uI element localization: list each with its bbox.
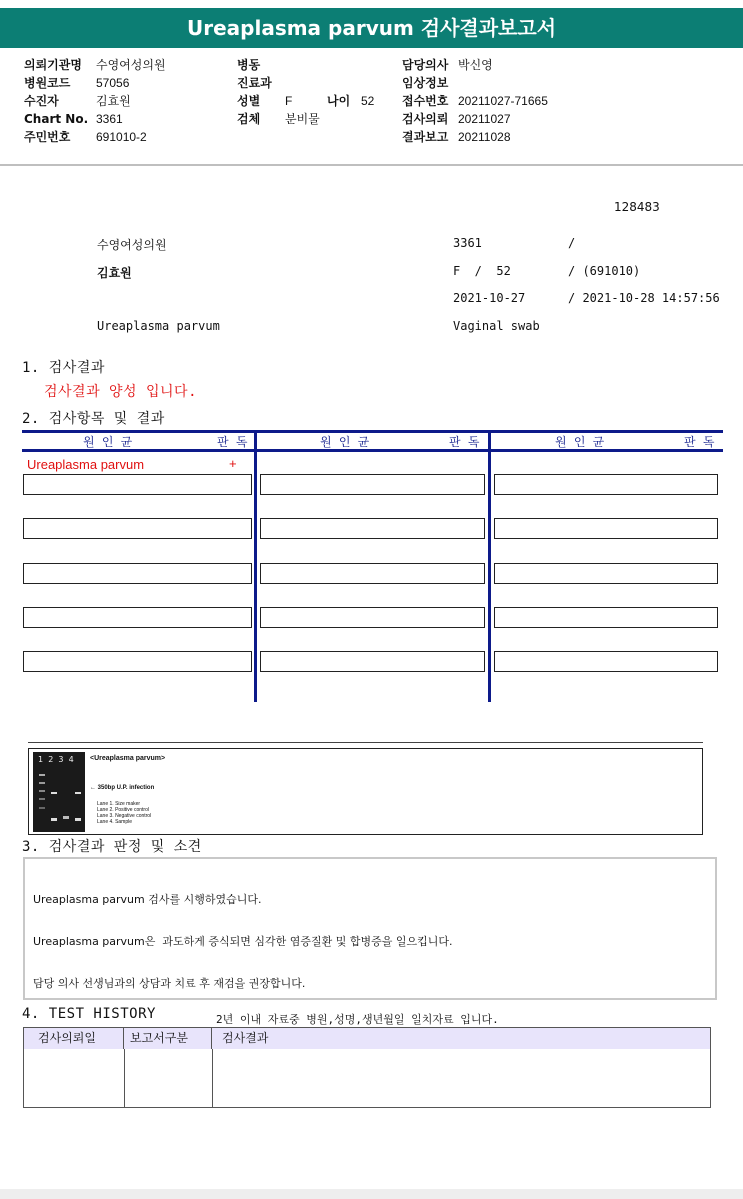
report-number: 128483 [614,200,660,214]
header-value: 수영여성의원 [96,58,166,72]
history-col-result: 검사결과 [212,1028,710,1049]
form-id-number: / (691010) [568,264,641,278]
gel-top-rule [28,742,703,743]
gel-image [33,752,85,832]
result-entry-box [260,474,485,495]
col-header-judgment: 판 독 [217,435,248,449]
form-chart-no: 3361 [453,236,482,250]
header-label: 수진자 [24,94,59,108]
history-table [23,1027,711,1108]
result-entry-box [494,518,718,539]
form-report-datetime: / 2021-10-28 14:57:56 [568,291,720,305]
gel-lane-labels: 1 2 3 4 [38,755,74,764]
gel-legend [97,801,151,825]
result-entry-box [260,607,485,628]
gel-band [75,818,81,821]
result-entry-box [260,651,485,672]
header-value: 691010-2 [96,130,147,144]
history-note: 2년 이내 자료중 병원,성명,생년월일 일치자료 입니다. [216,1013,499,1026]
opinion-text [33,865,453,1019]
header-col-1 [24,56,166,146]
gel-band [39,807,45,809]
result-entry-box [494,474,718,495]
form-patient-name: 김효원 [97,266,132,280]
header-label: 임상정보 [402,76,449,90]
section-4-title: 4. TEST HISTORY [22,1006,156,1022]
header-value: 20211028 [458,130,511,144]
col-header-pathogen: 원 인 균 [83,435,133,449]
form-request-date: 2021-10-27 [453,291,526,305]
gel-legend-item: Lane 3. Negative control [97,813,152,819]
col-header-judgment: 판 독 [449,435,480,449]
gel-band [39,782,45,784]
header-label: 검체 [237,112,261,126]
gel-legend-item: Lane 4. Sample [97,819,133,825]
col-header-pathogen: 원 인 균 [320,435,370,449]
gel-band [39,774,45,776]
header-value: 20211027 [458,112,511,126]
col-header-judgment: 판 독 [684,435,715,449]
result-entry-box [23,651,252,672]
page-footer-strip [0,1189,743,1199]
result-entry-box [23,563,252,584]
gel-band [51,792,57,794]
result-judgment: + [229,456,237,471]
header-col-2 [237,56,375,128]
gel-legend-item: Lane 2. Positive control [97,807,149,813]
history-col-divider [124,1049,125,1107]
form-specimen: Vaginal swab [453,319,540,333]
header-label: 주민번호 [24,130,71,144]
history-col-divider [212,1049,213,1107]
result-entry-box [23,607,252,628]
header-value: 57056 [96,76,130,90]
gel-title: <Ureaplasma parvum> [90,755,166,762]
gel-band [39,798,45,800]
gel-band [63,816,69,819]
gel-legend-item: Lane 1. Size maker [97,801,141,807]
header-divider [0,164,743,166]
result-pathogen: Ureaplasma parvum [27,457,145,472]
header-label: 결과보고 [402,130,449,144]
opinion-line: 담당 의사 선생님과의 상담과 치료 후 재검을 권장합니다. [33,977,306,990]
history-col-report-type: 보고서구분 [124,1028,212,1049]
result-entry-box [494,651,718,672]
history-col-request-date: 검사의뢰일 [24,1028,124,1049]
grid-divider-1 [254,430,257,702]
header-value: 분비물 [285,112,320,126]
section-1-title: 1. 검사결과 [22,360,105,376]
header-value: 20211027-71665 [458,94,548,108]
header-value: F [285,94,293,108]
header-value: 박신영 [458,58,493,72]
header-label: 나이 [327,94,351,108]
header-label: 담당의사 [402,58,449,72]
result-entry-box [260,563,485,584]
form-slash: / [568,236,576,250]
result-positive-text: 검사결과 양성 입니다. [44,384,198,400]
result-entry-box [494,607,718,628]
form-hospital: 수영여성의원 [97,238,167,252]
header-label: Chart No. [24,112,89,126]
grid-divider-2 [488,430,491,702]
opinion-panel [23,857,717,1000]
gel-panel [28,748,703,835]
header-label: 의뢰기관명 [24,58,82,72]
result-entry-box [23,518,252,539]
header-value: 52 [361,94,375,108]
result-entry-box [494,563,718,584]
header-label: 검사의뢰 [402,112,449,126]
section-2-title: 2. 검사항목 및 결과 [22,411,165,427]
col-header-pathogen: 원 인 균 [555,435,605,449]
result-entry-box [260,518,485,539]
report-title: Ureaplasma parvum 검사결과보고서 [0,8,743,48]
header-label: 진료과 [237,76,272,90]
form-sex-age: F / 52 [453,264,511,278]
opinion-line: Ureaplasma parvum은 과도하게 증식되면 심각한 염증질환 및 합병증을 일으킵니다. [33,935,453,948]
gel-band [39,790,45,792]
section-3-title: 3. 검사결과 판정 및 소견 [22,839,202,855]
form-test-name: Ureaplasma parvum [97,319,220,333]
header-value: 3361 [96,112,123,126]
header-label: 병동 [237,58,261,72]
result-entry-box [23,474,252,495]
opinion-line: Ureaplasma parvum 검사를 시행하였습니다. [33,893,262,906]
header-label: 병원코드 [24,76,71,90]
gel-band [51,818,57,821]
header-label: 성별 [237,94,261,108]
gel-arrow-label: ← 350bp U.P. infection [90,785,155,791]
header-col-3 [402,56,548,146]
gel-band [75,792,81,794]
header-label: 접수번호 [402,94,449,108]
header-value: 김효원 [96,94,131,108]
